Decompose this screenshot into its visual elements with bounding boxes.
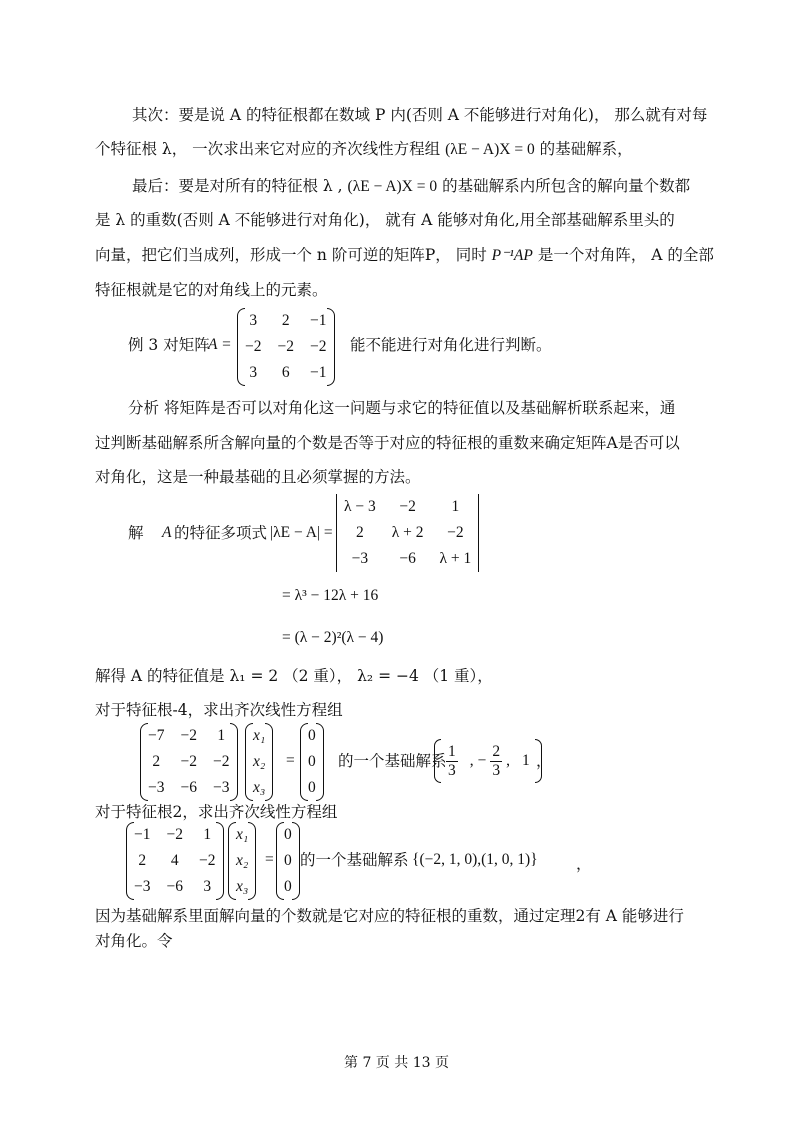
- case1-tail: ，: [536, 752, 552, 770]
- matrix-cell: −6: [399, 550, 416, 567]
- matrix-cell: −6: [180, 779, 197, 796]
- matrix-cell: −1: [310, 364, 327, 381]
- case2-tail: ，: [576, 855, 592, 873]
- case1-equals: =: [286, 752, 295, 769]
- case1-solution-vector: [434, 739, 542, 783]
- para2-line3: [95, 243, 714, 268]
- matrix-cell: −2: [310, 338, 327, 355]
- conclusion-line2: 对角化。令: [95, 932, 173, 950]
- fraction-numerator: 2: [492, 742, 501, 760]
- vector-cell: x₁: [236, 826, 249, 843]
- vector-cell: 0: [284, 826, 292, 843]
- para1-line2: [95, 137, 633, 162]
- para2-line1-equation: (λE − A)X = 0: [347, 178, 438, 195]
- para2-line1-tail: 的基础解系内所包含的解向量个数都: [442, 177, 691, 195]
- case2-text: 的一个基础解系: [300, 851, 409, 869]
- vector-cell: 0: [284, 878, 292, 895]
- matrix-cell: −2: [180, 753, 197, 770]
- conclusion-line1: 因为基础解系里面解向量的个数就是它对应的特征根的重数，通过定理2有 A 能够进行: [95, 907, 684, 925]
- case1-unknown-vector: [245, 723, 273, 801]
- case2-coefficient-matrix: [126, 822, 224, 900]
- matrix-cell: −7: [148, 727, 165, 744]
- polynomial-factored: = (λ − 2)²(λ − 4): [282, 629, 384, 646]
- matrix-cell: −3: [134, 878, 151, 895]
- matrix-cell: 2: [281, 312, 290, 329]
- page-footer: 第 7 页 共 13 页: [344, 1055, 449, 1071]
- matrix-cell: −6: [166, 878, 183, 895]
- analysis-line2: 过判断基础解系所含解向量的个数是否等于对应的特征根的重数来确定矩阵A是否可以: [95, 434, 680, 452]
- solution-separator: ,: [506, 752, 510, 769]
- matrix-cell: 3: [249, 312, 258, 329]
- matrix-cell: −3: [148, 779, 165, 796]
- vector-cell: x₃: [236, 878, 249, 895]
- vector-cell: x₁: [253, 727, 266, 744]
- para2-line3-text: 向量，把它们当成列，形成一个 n 阶可逆的矩阵P， 同时: [95, 246, 487, 264]
- matrix-cell: −1: [310, 312, 327, 329]
- case1-text: 的一个基础解系: [338, 752, 447, 770]
- matrix-cell: −2: [245, 338, 262, 355]
- matrix-cell: −3: [213, 779, 230, 796]
- case1-intro: 对于特征根-4，求出齐次线性方程组: [95, 701, 343, 719]
- solution-a: A: [162, 524, 172, 541]
- vector-cell: x₂: [236, 852, 249, 869]
- matrix-cell: −3: [351, 550, 369, 567]
- case2-intro: 对于特征根2，求出齐次线性方程组: [95, 803, 338, 821]
- matrix-cell: 1: [217, 727, 226, 744]
- fraction-denominator: 3: [448, 761, 456, 779]
- vector-cell: x₂: [253, 753, 266, 770]
- case1-coefficient-matrix: [140, 723, 238, 801]
- matrix-cell: 1: [203, 826, 212, 843]
- para1-line2-equation: (λE − A)X = 0: [445, 141, 535, 158]
- vector-cell: 0: [284, 852, 292, 869]
- matrix-cell: 6: [281, 364, 290, 381]
- matrix-cell: λ − 3: [344, 498, 376, 515]
- matrix-cell: 2: [152, 753, 161, 770]
- para1-line2-text: 个特征根 λ， 一次求出来它对应的齐次线性方程组: [95, 140, 441, 158]
- solution-minus-sign: −: [477, 752, 487, 769]
- case2-equals: =: [265, 851, 274, 868]
- matrix-cell: 3: [249, 364, 258, 381]
- example3-suffix: 能不能进行对角化进行判断。: [350, 336, 552, 354]
- matrix-cell: 2: [138, 852, 147, 869]
- para2-line3-tail: 是一个对角阵， A 的全部: [537, 246, 714, 264]
- vector-cell: 0: [308, 779, 316, 796]
- case2-solution-set: {(−2, 1, 0),(1, 0, 1)}: [412, 851, 538, 868]
- case2-zero-vector: [276, 822, 300, 900]
- para1-line2-tail: 的基础解系，: [539, 140, 633, 158]
- example3-matrix: [237, 308, 335, 386]
- example3-prefix: 例 3 对矩阵: [128, 336, 210, 354]
- matrix-cell: λ + 1: [439, 550, 472, 567]
- case1-zero-vector: [300, 723, 324, 801]
- para2-line1: [132, 174, 690, 199]
- vector-cell: 0: [308, 727, 316, 744]
- matrix-cell: −2: [199, 852, 216, 869]
- fraction-numerator: 1: [448, 742, 456, 760]
- matrix-cell: 4: [170, 852, 179, 869]
- matrix-cell: −2: [180, 727, 197, 744]
- matrix-cell: 1: [451, 498, 460, 515]
- solution-text: 的特征多项式: [174, 524, 268, 542]
- polynomial-expanded: = λ³ − 12λ + 16: [282, 587, 379, 604]
- matrix-cell: −1: [134, 826, 151, 843]
- example3-symbol: A =: [208, 336, 232, 353]
- para2-line1-text: 最后：要是对所有的特征根 λ ,: [132, 177, 343, 195]
- matrix-cell: 3: [203, 878, 212, 895]
- para2-line3-equation: P⁻¹AP: [491, 247, 533, 264]
- matrix-cell: −2: [399, 498, 416, 515]
- para2-line2: 是 λ 的重数(否则 A 不能够进行对角化)， 就有 A 能够对角化,用全部基础解系里头的: [95, 211, 675, 229]
- matrix-cell: −2: [213, 753, 230, 770]
- analysis-line3: 对角化，这是一种最基础的且必须掌握的方法。: [95, 468, 421, 486]
- characteristic-determinant: [336, 494, 479, 572]
- matrix-cell: 2: [356, 524, 364, 541]
- fraction-denominator: 3: [492, 761, 501, 779]
- solution-separator: ,: [469, 752, 474, 769]
- det-label: |λE − A| =: [270, 524, 333, 541]
- eigenvalues-line: 解得 A 的特征值是 λ₁ = 2 （2 重）， λ₂ = −4 （1 重），: [95, 667, 493, 685]
- case2-unknown-vector: [228, 822, 256, 900]
- analysis-line1: 分析 将矩阵是否可以对角化这一问题与求它的特征值以及基础解析联系起来，通: [128, 399, 676, 417]
- para1-line1: 其次：要是说 A 的特征根都在数域 P 内(否则 A 不能够进行对角化)， 那么就有对每: [132, 106, 708, 124]
- solution-last-value: 1: [522, 752, 530, 769]
- para2-line4: 特征根就是它的对角线上的元素。: [95, 281, 328, 299]
- vector-cell: x₃: [253, 779, 266, 796]
- solution-prefix: 解: [128, 524, 144, 542]
- matrix-cell: −2: [277, 338, 294, 355]
- matrix-cell: −2: [166, 826, 183, 843]
- vector-cell: 0: [308, 753, 316, 770]
- matrix-cell: λ + 2: [391, 524, 424, 541]
- matrix-cell: −2: [447, 524, 464, 541]
